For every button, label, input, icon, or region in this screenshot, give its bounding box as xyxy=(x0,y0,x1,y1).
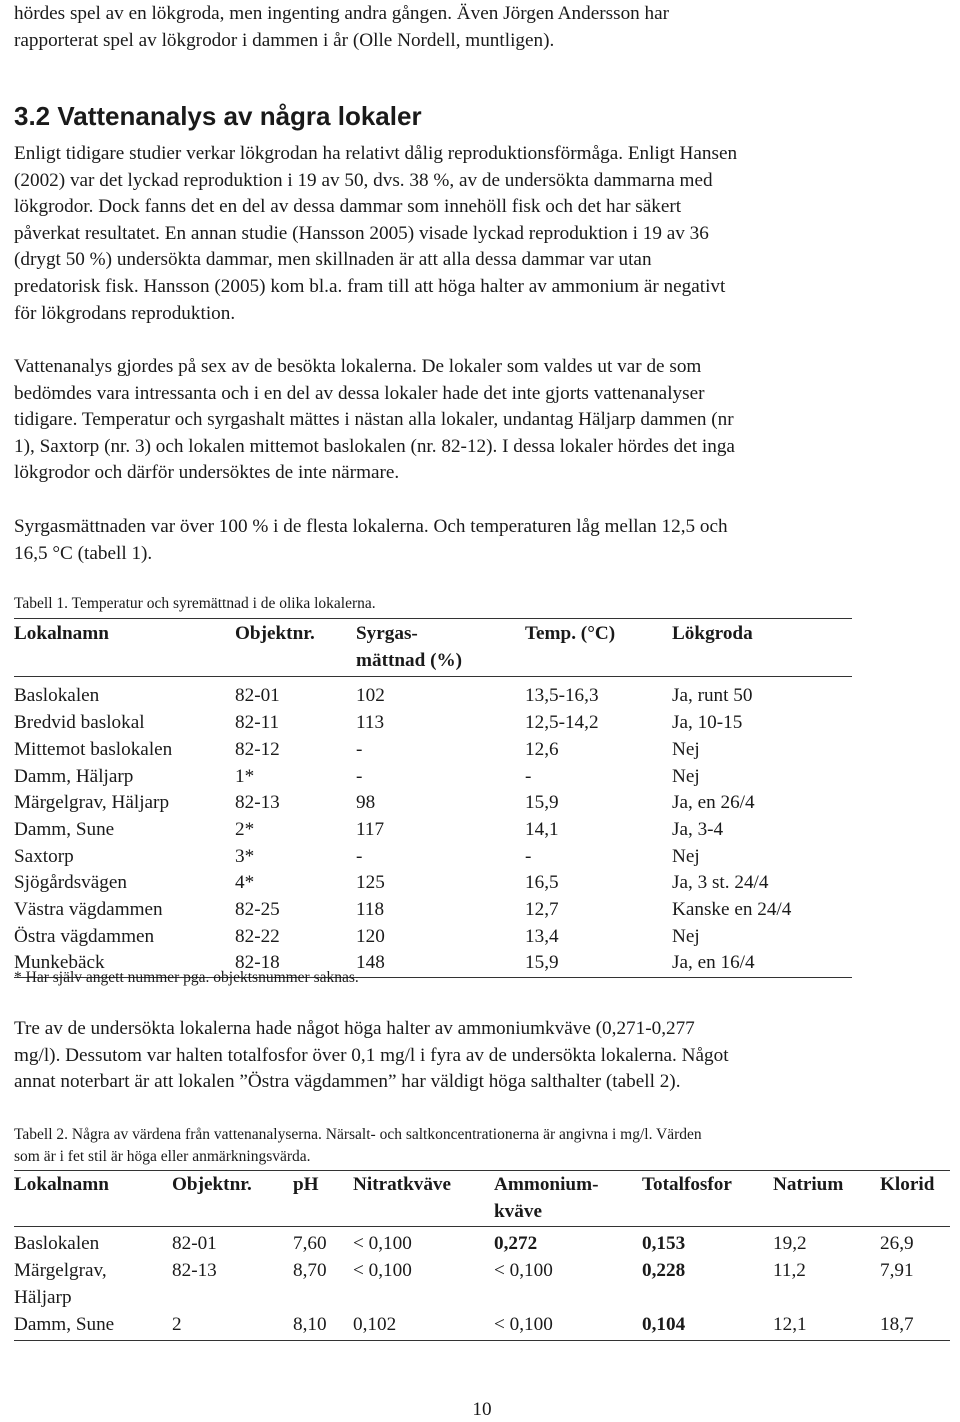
table-cell: 82-18 xyxy=(235,952,280,974)
table-cell: 2 xyxy=(172,1313,182,1335)
table-cell: Nej xyxy=(672,738,700,760)
table-cell: 3* xyxy=(235,845,255,867)
table-cell xyxy=(14,1258,172,1311)
table-cell: Mittemot baslokalen xyxy=(14,738,173,760)
table-row xyxy=(14,924,852,951)
table-cell: 82-12 xyxy=(235,738,280,760)
text-line: annat noterbart är att lokalen ”Östra vägdammen” har väldigt höga salthalter (tabell 2). xyxy=(14,1071,681,1093)
table-header-cell: Natrium xyxy=(773,1174,844,1195)
table-cell: 118 xyxy=(356,899,385,921)
table-header-cell: Objektnr. xyxy=(172,1174,252,1195)
table-cell: 12,7 xyxy=(525,899,559,921)
table1 xyxy=(14,618,852,978)
text-line: Vattenanalys gjordes på sex av de besökta lokalerna. De lokaler som valdes ut var de som xyxy=(14,356,702,377)
paragraph-ammonium xyxy=(14,1016,944,1096)
cell-line: Häljarp xyxy=(14,1286,72,1308)
table-row xyxy=(14,737,852,764)
table-cell: 12,5-14,2 xyxy=(525,712,599,734)
table-cell: 13,4 xyxy=(525,925,559,947)
table-cell: 82-01 xyxy=(172,1233,217,1255)
text-line: lökgrodor och därför undersöktes de inte närmare. xyxy=(14,462,400,484)
table-cell: Saxtorp xyxy=(14,845,74,867)
intro-paragraph xyxy=(14,1,944,54)
table-cell: Märgelgrav, Häljarp xyxy=(14,792,170,814)
table-cell: - xyxy=(356,765,363,787)
table-cell: 26,9 xyxy=(880,1233,914,1255)
table-cell: 2* xyxy=(235,818,255,840)
page-number: 10 xyxy=(472,1399,492,1420)
table2-caption xyxy=(14,1124,914,1168)
table-cell: 125 xyxy=(356,872,385,894)
table-cell: Damm, Häljarp xyxy=(14,765,134,787)
table-cell: 19,2 xyxy=(773,1233,807,1255)
table-header-cell xyxy=(494,1171,642,1227)
table-row xyxy=(14,1227,950,1258)
table-cell: Kanske en 24/4 xyxy=(672,899,792,921)
table-cell: 12,1 xyxy=(773,1313,807,1335)
table-cell: 82-13 xyxy=(172,1260,217,1282)
table-cell: Baslokalen xyxy=(14,1233,100,1255)
table-cell: < 0,100 xyxy=(494,1313,553,1335)
text-line: Enligt tidigare studier verkar lökgrodan ha relativt dålig reproduktionsförmåga. Enligt Hansen xyxy=(14,143,738,164)
text-line: Syrgasmättnaden var över 100 % i de flesta lokalerna. Och temperaturen låg mellan 12,5 och xyxy=(14,516,728,537)
table1-header-row xyxy=(14,619,852,677)
text-line: hördes spel av en lökgroda, men ingenting andra gången. Även Jörgen Andersson har xyxy=(14,3,670,24)
header-line: kväve xyxy=(494,1200,542,1222)
table-cell: < 0,100 xyxy=(353,1260,412,1282)
table-row xyxy=(14,897,852,924)
table-header-cell: Lökgroda xyxy=(672,623,753,644)
table-cell: Östra vägdammen xyxy=(14,925,155,947)
table-row xyxy=(14,677,852,710)
table-cell: Sjögårdsvägen xyxy=(14,872,127,894)
table-cell: 120 xyxy=(356,925,385,947)
table-header-cell xyxy=(356,619,525,677)
table-cell: - xyxy=(356,845,363,867)
paragraph-studies xyxy=(14,141,944,327)
text-line: 1), Saxtorp (nr. 3) och lokalen mittemot baslokalen (nr. 82-12). I dessa lokaler hördes det inga xyxy=(14,435,735,457)
table-cell-highlight: 0,104 xyxy=(642,1313,686,1335)
table-cell: 82-13 xyxy=(235,792,280,814)
table-row xyxy=(14,817,852,844)
table-cell: < 0,100 xyxy=(494,1260,553,1282)
table-cell: 8,70 xyxy=(293,1260,327,1282)
table-header-cell: Lokalnamn xyxy=(14,1174,109,1195)
table2 xyxy=(14,1170,950,1341)
table-cell: 113 xyxy=(356,712,385,734)
table-cell: 82-22 xyxy=(235,925,280,947)
table-cell: Ja, 3 st. 24/4 xyxy=(672,872,769,894)
table-header-cell: pH xyxy=(293,1174,319,1195)
text-line: för lökgrodans reproduktion. xyxy=(14,302,236,324)
header-line: mättnad (%) xyxy=(356,649,463,671)
table-cell: 82-11 xyxy=(235,712,280,734)
cell-line: Märgelgrav, xyxy=(14,1260,107,1282)
table-cell: 7,91 xyxy=(880,1260,914,1282)
table-cell: - xyxy=(356,738,363,760)
table-cell: Munkebäck xyxy=(14,952,105,974)
table-cell: 7,60 xyxy=(293,1233,327,1255)
table-cell: 102 xyxy=(356,685,385,707)
table-cell: 98 xyxy=(356,792,376,814)
table-cell: Nej xyxy=(672,845,700,867)
text-line: 16,5 °C (tabell 1). xyxy=(14,542,153,564)
table-header-cell: Nitratkväve xyxy=(353,1174,452,1195)
text-line: (drygt 50 %) undersökta dammar, men skillnaden är att alla dessa dammar var utan xyxy=(14,249,652,271)
paragraph-oxygen xyxy=(14,514,944,567)
table-cell: - xyxy=(525,765,532,787)
table-cell: 117 xyxy=(356,818,385,840)
table-cell: Ja, en 16/4 xyxy=(672,952,755,974)
table-cell: 13,5-16,3 xyxy=(525,685,599,707)
table-row xyxy=(14,1258,950,1311)
table-cell: 15,9 xyxy=(525,792,559,814)
text-line: rapporterat spel av lökgrodor i dammen i år (Olle Nordell, muntligen). xyxy=(14,29,555,51)
text-line: tidigare. Temperatur och syrgashalt mättes i nästan alla lokaler, undantag Häljarp dammen (nr xyxy=(14,409,734,431)
table-cell: 82-01 xyxy=(235,685,280,707)
text-line: Tre av de undersökta lokalerna hade något höga halter av ammoniumkväve (0,271-0,277 xyxy=(14,1018,695,1039)
table-cell-highlight: 0,153 xyxy=(642,1233,686,1255)
table-cell: - xyxy=(525,845,532,867)
table-cell: Ja, 10-15 xyxy=(672,712,743,734)
table-cell: 15,9 xyxy=(525,952,559,974)
table-cell: Ja, 3-4 xyxy=(672,818,724,840)
section-heading: 3.2 Vattenanalys av några lokaler xyxy=(14,101,422,131)
table-row xyxy=(14,870,852,897)
table-row xyxy=(14,1312,950,1341)
table-cell: 4* xyxy=(235,872,255,894)
text-line: predatorisk fisk. Hansson (2005) kom bl.a. fram till att höga halter av ammonium är negativt xyxy=(14,275,726,297)
table-cell: 0,102 xyxy=(353,1313,397,1335)
table-cell: Damm, Sune xyxy=(14,818,115,840)
table-cell: 1* xyxy=(235,765,255,787)
table-cell: 8,10 xyxy=(293,1313,327,1335)
table-row xyxy=(14,710,852,737)
table-cell: 82-25 xyxy=(235,899,280,921)
table-cell: 11,2 xyxy=(773,1260,806,1282)
paragraph-water-analysis xyxy=(14,354,944,487)
table-cell-highlight: 0,228 xyxy=(642,1260,686,1282)
table-row xyxy=(14,790,852,817)
table-cell-highlight: 0,272 xyxy=(494,1233,538,1255)
table1-footnote: * Har själv angett nummer pga. objektsnummer saknas. xyxy=(14,969,359,986)
table-header-cell: Totalfosfor xyxy=(642,1174,732,1195)
table-cell: Västra vägdammen xyxy=(14,899,163,921)
table-header-cell: Klorid xyxy=(880,1174,935,1195)
text-line: bedömdes vara intressanta och i en del av dessa lokaler hade det inte gjorts vattenanalyser xyxy=(14,382,705,404)
table-cell: Nej xyxy=(672,925,700,947)
table-cell: Baslokalen xyxy=(14,685,100,707)
table-row xyxy=(14,764,852,791)
text-line: lökgrodor. Dock fanns det en del av dessa dammar som innehöll fisk och det har säkert xyxy=(14,196,682,218)
table-cell: 14,1 xyxy=(525,818,559,840)
caption-line: Tabell 2. Några av värdena från vattenanalyserna. Närsalt- och saltkoncentrationerna är angivna i mg/l. Värden xyxy=(14,1126,702,1143)
header-line: Syrgas- xyxy=(356,623,418,644)
table-header-cell: Lokalnamn xyxy=(14,623,109,644)
table-cell: 18,7 xyxy=(880,1313,914,1335)
table1-caption: Tabell 1. Temperatur och syremättnad i de olika lokalerna. xyxy=(14,595,376,612)
table-header-cell: Temp. (°C) xyxy=(525,623,616,644)
table-cell: Bredvid baslokal xyxy=(14,712,145,734)
table-header-cell: Objektnr. xyxy=(235,623,315,644)
table2-header-row xyxy=(14,1171,950,1227)
table-cell: 148 xyxy=(356,952,385,974)
table-cell: 16,5 xyxy=(525,872,559,894)
table-cell: Ja, en 26/4 xyxy=(672,792,755,814)
caption-line: som är i fet stil är höga eller anmärkningsvärda. xyxy=(14,1148,311,1165)
header-line: Ammonium- xyxy=(494,1174,599,1195)
table-row xyxy=(14,844,852,871)
table-cell: Damm, Sune xyxy=(14,1313,115,1335)
text-line: påverkat resultatet. En annan studie (Hansson 2005) visade lyckad reproduktion i 19 av 36 xyxy=(14,222,709,244)
table-cell: Nej xyxy=(672,765,700,787)
table-cell: < 0,100 xyxy=(353,1233,412,1255)
table-cell: 12,6 xyxy=(525,738,559,760)
text-line: mg/l). Dessutom var halten totalfosfor över 0,1 mg/l i fyra av de undersökta lokalerna. Något xyxy=(14,1044,729,1066)
text-line: (2002) var det lyckad reproduktion i 19 av 50, dvs. 38 %, av de undersökta dammarna med xyxy=(14,169,713,191)
table-cell: Ja, runt 50 xyxy=(672,685,753,707)
